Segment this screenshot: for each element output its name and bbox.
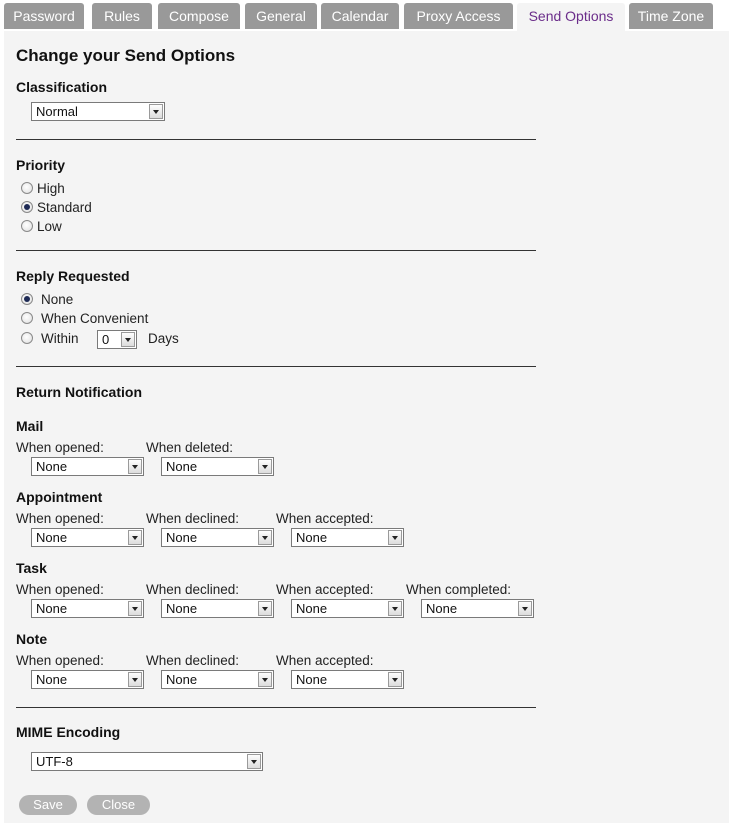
priority-standard-label: Standard (37, 200, 92, 215)
appointment-declined-select[interactable] (161, 528, 274, 547)
classification-select[interactable] (31, 102, 165, 121)
tab-bar (0, 0, 729, 31)
divider (16, 250, 536, 251)
send-options-panel (4, 31, 729, 823)
task-completed-label: When completed: (406, 582, 512, 597)
note-opened-select[interactable] (31, 670, 144, 689)
page-title: Change your Send Options (16, 46, 236, 65)
task-declined-value: None (166, 601, 198, 616)
appointment-accepted-select[interactable] (291, 528, 404, 547)
task-heading: Task (16, 560, 47, 576)
reply-requested-heading: Reply Requested (16, 268, 130, 284)
mail-deleted-select[interactable] (161, 457, 274, 476)
chevron-down-icon (258, 530, 272, 545)
appointment-accepted-label: When accepted: (276, 511, 374, 526)
note-opened-value: None (36, 672, 68, 687)
priority-standard-radio[interactable] (21, 201, 33, 213)
reply-within-radio[interactable] (21, 332, 33, 344)
note-accepted-value: None (296, 672, 328, 687)
mime-encoding-heading: MIME Encoding (16, 724, 121, 740)
task-declined-label: When declined: (146, 582, 240, 597)
divider (16, 139, 536, 140)
save-button[interactable]: Save (19, 795, 77, 815)
tab-password[interactable]: Password (4, 3, 84, 29)
priority-low-radio[interactable] (21, 220, 33, 232)
tab-rules[interactable]: Rules (92, 3, 152, 29)
chevron-down-icon (258, 459, 272, 474)
classification-heading: Classification (16, 79, 108, 95)
priority-high-label: High (37, 181, 65, 196)
mime-encoding-value: UTF-8 (36, 754, 73, 769)
chevron-down-icon (128, 459, 142, 474)
appointment-accepted-value: None (296, 530, 328, 545)
appointment-opened-select[interactable] (31, 528, 144, 547)
return-notification-heading: Return Notification (16, 384, 142, 400)
reply-none-radio[interactable] (21, 293, 33, 305)
note-declined-label: When declined: (146, 653, 240, 668)
priority-heading: Priority (16, 157, 66, 173)
appointment-opened-value: None (36, 530, 68, 545)
mail-opened-select[interactable] (31, 457, 144, 476)
priority-low-label: Low (37, 219, 62, 234)
tab-compose[interactable]: Compose (158, 3, 240, 29)
appointment-declined-label: When declined: (146, 511, 240, 526)
mail-opened-label: When opened: (16, 440, 104, 455)
task-accepted-select[interactable] (291, 599, 404, 618)
chevron-down-icon (128, 601, 142, 616)
reply-none-label: None (41, 292, 74, 307)
appointment-opened-label: When opened: (16, 511, 104, 526)
reply-days-select[interactable] (97, 330, 137, 349)
task-opened-label: When opened: (16, 582, 104, 597)
task-completed-value: None (426, 601, 458, 616)
reply-convenient-label: When Convenient (41, 311, 149, 326)
appointment-heading: Appointment (16, 489, 103, 505)
mail-deleted-label: When deleted: (146, 440, 234, 455)
chevron-down-icon (258, 601, 272, 616)
mail-deleted-value: None (166, 459, 198, 474)
chevron-down-icon (388, 530, 402, 545)
tab-calendar[interactable]: Calendar (321, 3, 399, 29)
task-opened-value: None (36, 601, 68, 616)
chevron-down-icon (258, 672, 272, 687)
reply-days-value: 0 (102, 332, 110, 347)
mime-encoding-select[interactable] (31, 752, 263, 771)
tab-proxy-access[interactable]: Proxy Access (404, 3, 513, 29)
chevron-down-icon (128, 530, 142, 545)
chevron-down-icon (247, 754, 261, 769)
divider (16, 707, 536, 708)
chevron-down-icon (121, 332, 135, 347)
chevron-down-icon (518, 601, 532, 616)
task-opened-select[interactable] (31, 599, 144, 618)
note-accepted-label: When accepted: (276, 653, 374, 668)
mail-opened-value: None (36, 459, 68, 474)
reply-days-label: Days (148, 331, 179, 346)
task-completed-select[interactable] (421, 599, 534, 618)
chevron-down-icon (128, 672, 142, 687)
tab-send-options[interactable]: Send Options (517, 3, 625, 31)
note-heading: Note (16, 631, 48, 647)
mail-heading: Mail (16, 418, 44, 434)
note-declined-select[interactable] (161, 670, 274, 689)
chevron-down-icon (388, 672, 402, 687)
divider (16, 366, 536, 367)
tab-time-zone[interactable]: Time Zone (629, 3, 713, 29)
task-declined-select[interactable] (161, 599, 274, 618)
classification-value: Normal (36, 104, 78, 119)
note-opened-label: When opened: (16, 653, 104, 668)
note-declined-value: None (166, 672, 198, 687)
chevron-down-icon (149, 104, 163, 119)
appointment-declined-value: None (166, 530, 198, 545)
reply-within-label: Within (41, 331, 79, 346)
task-accepted-value: None (296, 601, 328, 616)
note-accepted-select[interactable] (291, 670, 404, 689)
close-button[interactable]: Close (87, 795, 150, 815)
task-accepted-label: When accepted: (276, 582, 374, 597)
tab-general[interactable]: General (245, 3, 317, 29)
priority-high-radio[interactable] (21, 182, 33, 194)
reply-convenient-radio[interactable] (21, 312, 33, 324)
chevron-down-icon (388, 601, 402, 616)
